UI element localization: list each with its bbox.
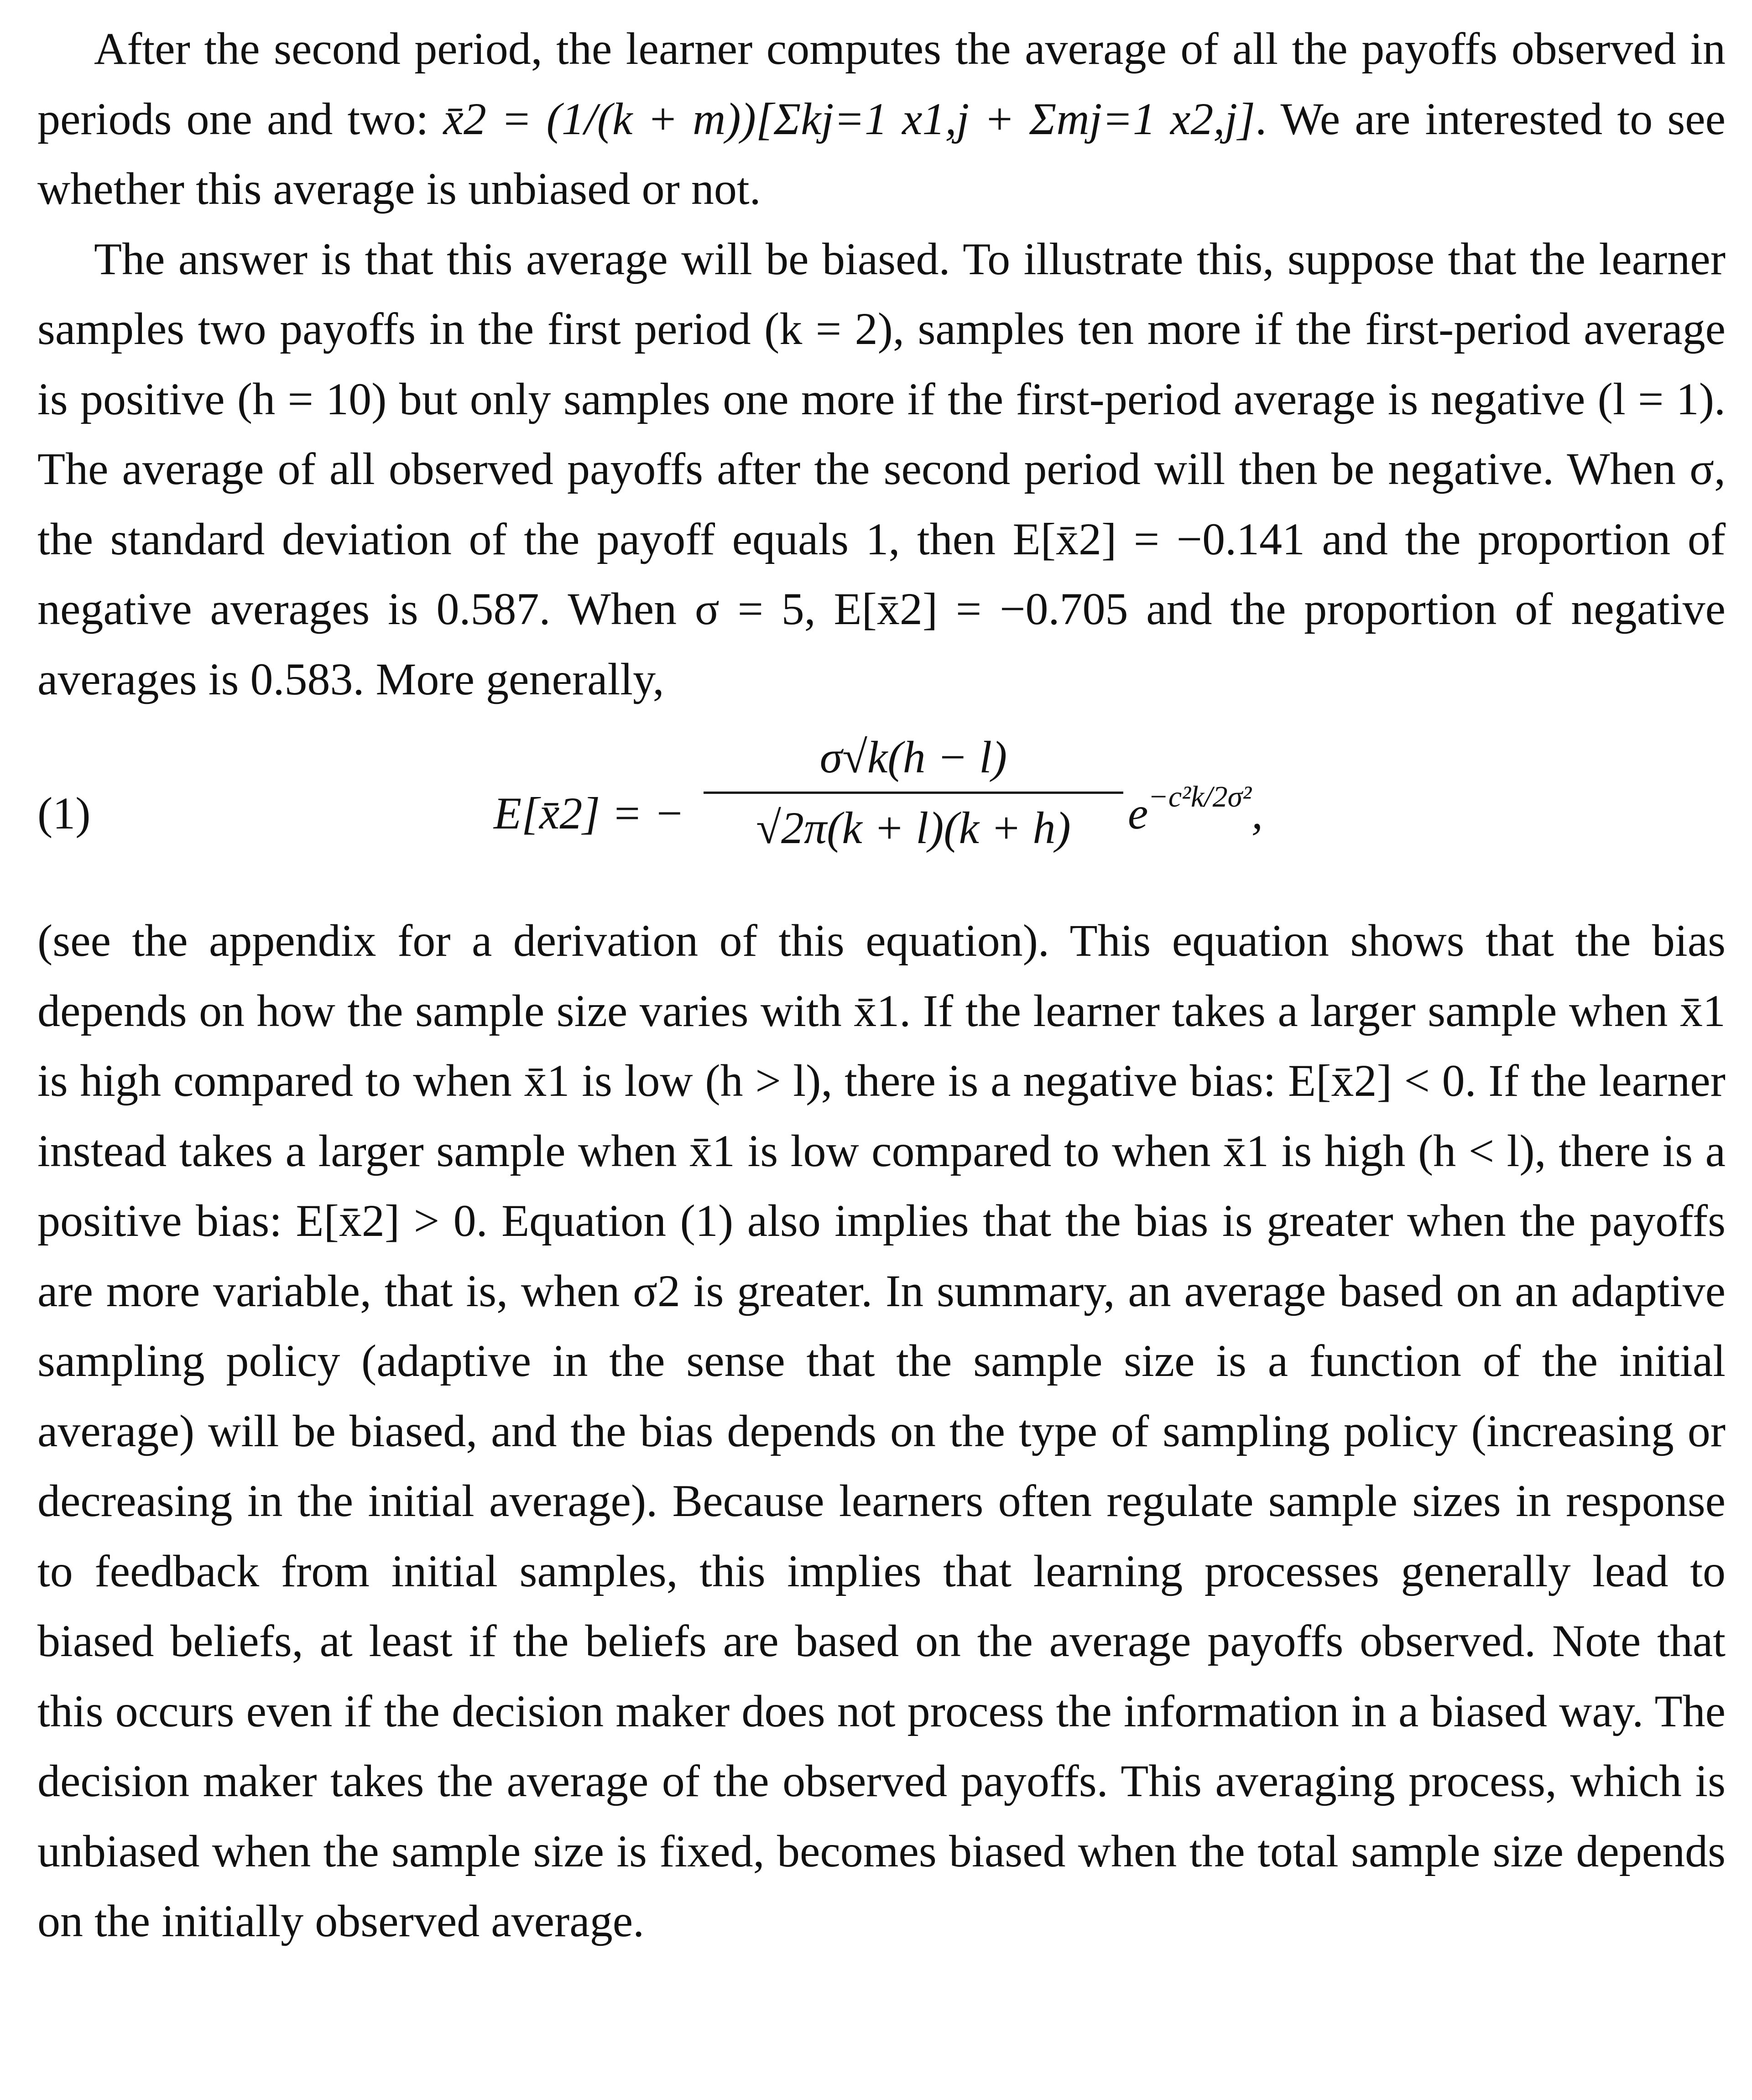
paragraph-3: (see the appendix for a derivation of this equation). This equation shows that the bias depends on how the sample size varies with x̄1. If the learner takes a larger sample when x̄1 is high compared to when x̄1 is low (h > l), there is a negative bias: E[x̄2] < 0. If the learner instead takes a larger sample when x̄1 is low compared to when x̄1 is high (h < l), there is a positive bias: E[x̄2] > 0. Equation (1) also implies that the bias is greater when the payoffs are more variable, that is, when σ2 is greater. In summary, an average based on an adaptive sampling policy (adaptive in the sense that the sample size is a function of the initial average) will be biased, and the bias depends on the type of sampling policy (increasing or decreasing in the initial average). Because learners often regulate sample sizes in response to feedback from initial samples, this implies that learning processes generally lead to biased beliefs, at least if the beliefs are based on the average payoffs observed. Note that this occurs even if the decision maker does not process the information in a biased way. The decision maker takes the average of the observed payoffs. This averaging process, which is unbiased when the sample size is fixed, becomes biased when the total sample size depends on the initially observed average. bbox=[37, 915, 1726, 1946]
equation-exponential bbox=[1128, 780, 1263, 839]
equation-trailing-comma: , bbox=[1251, 788, 1263, 839]
display-equation-1 bbox=[37, 714, 1726, 906]
equation-denominator: √2π(k + l)(k + h) bbox=[756, 802, 1071, 853]
exponent-base: e bbox=[1128, 788, 1148, 839]
paragraph-2: The answer is that this average will be biased. To illustrate this, suppose that the learner samples two payoffs in the first period (k = 2), samples ten more if the first-period average is positive (h = 10) but only samples one more if the first-period average is negative (l = 1). The average of all observed payoffs after the second period will then be negative. When σ, the standard deviation of the payoff equals 1, then E[x̄2] = −0.141 and the proportion of negative averages is 0.587. When σ = 5, E[x̄2] = −0.705 and the proportion of negative averages is 0.583. More generally, bbox=[37, 233, 1726, 704]
paragraph-1-text-before: After the second period, the learner computes the average of all the payoffs observed in periods one and two: bbox=[37, 23, 1726, 144]
exponent: −c²k/2σ² bbox=[1148, 780, 1251, 813]
equation-lhs: E[x̄2] = − bbox=[494, 788, 685, 839]
equation-numerator: σ√k(h − l) bbox=[819, 732, 1007, 782]
paragraph-1-text-after: . We are interested to see whether this average is unbiased or not. bbox=[37, 93, 1726, 214]
equation-fraction bbox=[704, 728, 1123, 858]
equation-label: (1) bbox=[37, 788, 91, 839]
fraction-bar bbox=[704, 792, 1123, 794]
inline-formula-average: x̄2 = (1/(k + m))[Σkj=1 x1,j + Σmj=1 x2,j] bbox=[443, 93, 1256, 144]
document-page bbox=[37, 14, 1726, 1956]
paragraph-1 bbox=[37, 14, 1726, 224]
